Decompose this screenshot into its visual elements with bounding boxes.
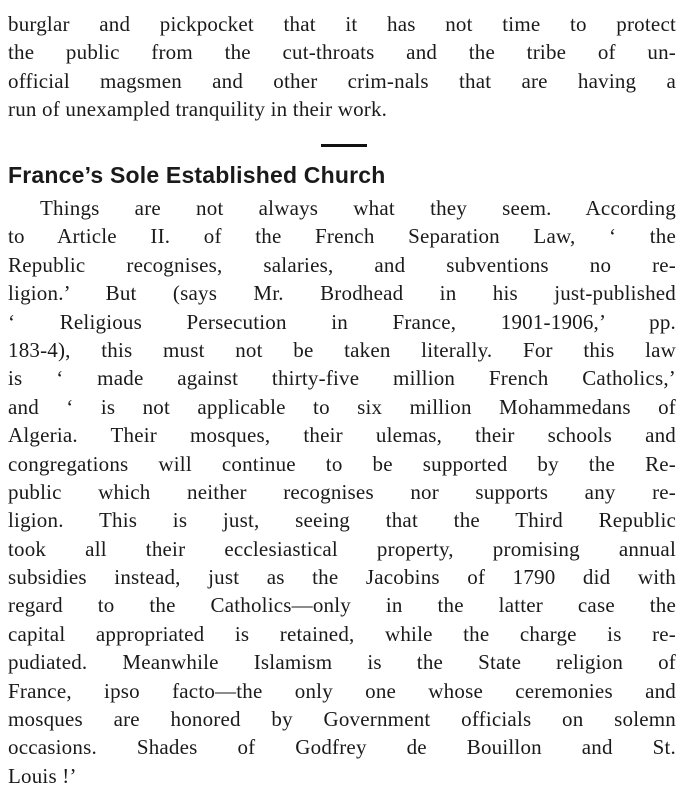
intro-paragraph <box>8 10 676 124</box>
text-line: Louis !’ <box>8 763 77 788</box>
text-line: run of unexampled tranquility in their work. <box>8 97 388 122</box>
text-line: public which neither recognises nor supports any re- <box>8 479 676 504</box>
text-line: France, ipso facto—the only one whose ceremonies and <box>8 678 676 703</box>
text-line: is ‘ made against thirty-five million French Catholics,’ <box>8 366 676 391</box>
text-line: and ‘ is not applicable to six million Mohammedans of <box>8 394 676 419</box>
text-line: Things are not always what they seem. According <box>40 196 676 220</box>
text-line: ligion. This is just, seeing that the Third Republic <box>8 508 676 533</box>
text-line: Republic recognises, salaries, and subventions no re- <box>8 252 676 277</box>
text-line: to Article II. of the French Separation Law, ‘ the <box>8 224 676 249</box>
text-line: ‘ Religious Persecution in France, 1901-1906,’ pp. <box>8 309 676 334</box>
text-line: pudiated. Meanwhile Islamism is the State religion of <box>8 650 676 675</box>
text-line: took all their ecclesiastical property, promising annual <box>8 536 676 561</box>
text-line: official magsmen and other crim-nals that are having a <box>8 68 676 93</box>
article-body <box>8 194 676 790</box>
text-line: subsidies instead, just as the Jacobins of 1790 did with <box>8 565 676 590</box>
text-line: burglar and pickpocket that it has not time to protect <box>8 12 676 36</box>
text-line: congregations will continue to be supported by the Re- <box>8 451 676 476</box>
text-line: 183-4), this must not be taken literally. For this law <box>8 337 676 362</box>
text-line: occasions. Shades of Godfrey de Bouillon and St. <box>8 735 676 760</box>
text-line: ligion.’ But (says Mr. Brodhead in his just-published <box>8 281 676 306</box>
text-line: capital appropriated is retained, while the charge is re- <box>8 621 676 646</box>
text-line: regard to the Catholics—only in the latter case the <box>8 593 676 618</box>
section-divider <box>321 144 367 147</box>
article-heading: France’s Sole Established Church <box>8 162 386 188</box>
text-line: Algeria. Their mosques, their ulemas, their schools and <box>8 423 676 448</box>
text-line: the public from the cut-throats and the tribe of un- <box>8 40 676 65</box>
text-line: mosques are honored by Government officials on solemn <box>8 707 676 732</box>
